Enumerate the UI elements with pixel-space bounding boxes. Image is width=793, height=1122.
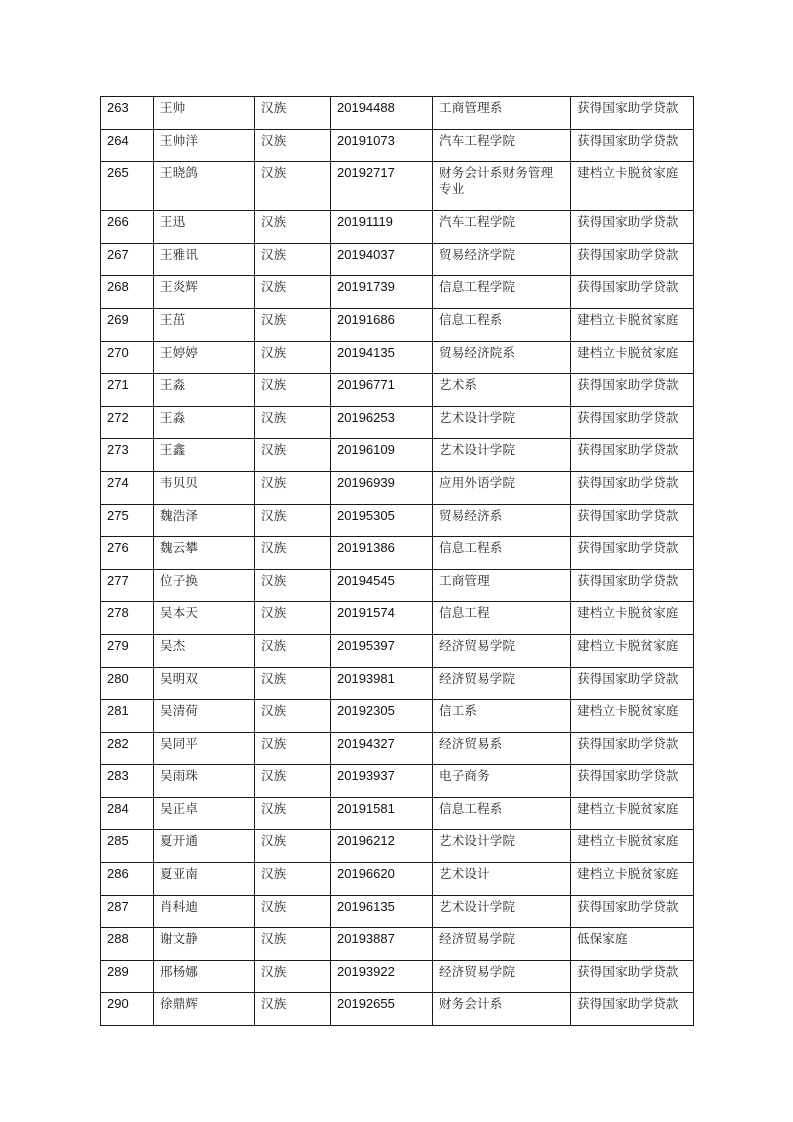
student-name: 王茁: [154, 308, 255, 341]
row-number: 278: [101, 602, 154, 635]
student-id: 20193937: [331, 765, 433, 798]
student-id: 20194327: [331, 732, 433, 765]
table-row: [101, 895, 694, 928]
table-row: [101, 797, 694, 830]
aid-category: 获得国家助学贷款: [571, 960, 694, 993]
table-row: [101, 276, 694, 309]
ethnicity: 汉族: [255, 504, 331, 537]
ethnicity: 汉族: [255, 928, 331, 961]
ethnicity: 汉族: [255, 863, 331, 896]
row-number: 270: [101, 341, 154, 374]
aid-category: 获得国家助学贷款: [571, 732, 694, 765]
row-number: 283: [101, 765, 154, 798]
student-name: 夏亚南: [154, 863, 255, 896]
aid-category: 建档立卡脱贫家庭: [571, 830, 694, 863]
aid-category: 低保家庭: [571, 928, 694, 961]
aid-category: 建档立卡脱贫家庭: [571, 863, 694, 896]
table-row: [101, 471, 694, 504]
row-number: 290: [101, 993, 154, 1026]
table-row: [101, 129, 694, 162]
student-id: 20196771: [331, 374, 433, 407]
row-number: 269: [101, 308, 154, 341]
ethnicity: 汉族: [255, 243, 331, 276]
ethnicity: 汉族: [255, 797, 331, 830]
ethnicity: 汉族: [255, 537, 331, 570]
student-name: 韦贝贝: [154, 471, 255, 504]
department: 信息工程学院: [433, 276, 571, 309]
ethnicity: 汉族: [255, 993, 331, 1026]
table-row: [101, 634, 694, 667]
department: 经济贸易学院: [433, 634, 571, 667]
table-row: [101, 162, 694, 211]
student-name: 吴雨珠: [154, 765, 255, 798]
aid-category: 获得国家助学贷款: [571, 374, 694, 407]
row-number: 277: [101, 569, 154, 602]
student-id: 20194037: [331, 243, 433, 276]
row-number: 271: [101, 374, 154, 407]
student-name: 吴清荷: [154, 700, 255, 733]
aid-category: 建档立卡脱贫家庭: [571, 700, 694, 733]
ethnicity: 汉族: [255, 895, 331, 928]
aid-category: 获得国家助学贷款: [571, 993, 694, 1026]
table-row: [101, 243, 694, 276]
student-id: 20196135: [331, 895, 433, 928]
aid-category: 获得国家助学贷款: [571, 97, 694, 130]
student-id: 20193981: [331, 667, 433, 700]
student-name: 王雅讯: [154, 243, 255, 276]
student-id: 20194135: [331, 341, 433, 374]
student-roster-table: [100, 96, 694, 1026]
table-row: [101, 504, 694, 537]
table-row: [101, 830, 694, 863]
student-id: 20191386: [331, 537, 433, 570]
row-number: 268: [101, 276, 154, 309]
student-id: 20196109: [331, 439, 433, 472]
ethnicity: 汉族: [255, 341, 331, 374]
department: 贸易经济院系: [433, 341, 571, 374]
table-row: [101, 960, 694, 993]
roster-body: [101, 97, 694, 1026]
department: 财务会计系: [433, 993, 571, 1026]
student-id: 20195397: [331, 634, 433, 667]
student-id: 20195305: [331, 504, 433, 537]
student-id: 20196212: [331, 830, 433, 863]
student-id: 20194488: [331, 97, 433, 130]
ethnicity: 汉族: [255, 602, 331, 635]
ethnicity: 汉族: [255, 700, 331, 733]
student-name: 王迅: [154, 211, 255, 244]
student-name: 王帅: [154, 97, 255, 130]
student-name: 王淼: [154, 374, 255, 407]
department: 汽车工程学院: [433, 129, 571, 162]
student-id: 20192655: [331, 993, 433, 1026]
row-number: 288: [101, 928, 154, 961]
row-number: 286: [101, 863, 154, 896]
ethnicity: 汉族: [255, 634, 331, 667]
student-name: 魏云攀: [154, 537, 255, 570]
department: 信工系: [433, 700, 571, 733]
aid-category: 获得国家助学贷款: [571, 129, 694, 162]
aid-category: 获得国家助学贷款: [571, 667, 694, 700]
student-name: 王婷婷: [154, 341, 255, 374]
table-row: [101, 569, 694, 602]
student-name: 王帅洋: [154, 129, 255, 162]
department: 艺术设计学院: [433, 439, 571, 472]
aid-category: 建档立卡脱贫家庭: [571, 634, 694, 667]
ethnicity: 汉族: [255, 406, 331, 439]
table-row: [101, 211, 694, 244]
ethnicity: 汉族: [255, 569, 331, 602]
aid-category: 获得国家助学贷款: [571, 504, 694, 537]
student-id: 20192717: [331, 162, 433, 211]
row-number: 282: [101, 732, 154, 765]
table-row: [101, 700, 694, 733]
aid-category: 建档立卡脱贫家庭: [571, 308, 694, 341]
ethnicity: 汉族: [255, 374, 331, 407]
student-id: 20191073: [331, 129, 433, 162]
table-row: [101, 97, 694, 130]
department: 贸易经济系: [433, 504, 571, 537]
department: 汽车工程学院: [433, 211, 571, 244]
row-number: 266: [101, 211, 154, 244]
department: 信息工程系: [433, 308, 571, 341]
ethnicity: 汉族: [255, 439, 331, 472]
row-number: 281: [101, 700, 154, 733]
department: 财务会计系财务管理专业: [433, 162, 571, 211]
department: 经济贸易学院: [433, 667, 571, 700]
student-id: 20192305: [331, 700, 433, 733]
department: 经济贸易系: [433, 732, 571, 765]
table-row: [101, 863, 694, 896]
table-row: [101, 439, 694, 472]
student-id: 20196253: [331, 406, 433, 439]
student-name: 王淼: [154, 406, 255, 439]
row-number: 284: [101, 797, 154, 830]
aid-category: 获得国家助学贷款: [571, 569, 694, 602]
department: 艺术设计学院: [433, 895, 571, 928]
student-name: 王晓鸽: [154, 162, 255, 211]
ethnicity: 汉族: [255, 308, 331, 341]
aid-category: 获得国家助学贷款: [571, 537, 694, 570]
ethnicity: 汉族: [255, 830, 331, 863]
table-row: [101, 406, 694, 439]
ethnicity: 汉族: [255, 211, 331, 244]
table-row: [101, 993, 694, 1026]
ethnicity: 汉族: [255, 765, 331, 798]
table-row: [101, 537, 694, 570]
department: 艺术设计学院: [433, 830, 571, 863]
row-number: 275: [101, 504, 154, 537]
student-id: 20194545: [331, 569, 433, 602]
row-number: 276: [101, 537, 154, 570]
row-number: 274: [101, 471, 154, 504]
student-name: 吴本天: [154, 602, 255, 635]
row-number: 265: [101, 162, 154, 211]
row-number: 279: [101, 634, 154, 667]
department: 工商管理: [433, 569, 571, 602]
aid-category: 获得国家助学贷款: [571, 471, 694, 504]
student-id: 20196620: [331, 863, 433, 896]
department: 贸易经济学院: [433, 243, 571, 276]
table-row: [101, 928, 694, 961]
student-name: 王炎辉: [154, 276, 255, 309]
row-number: 264: [101, 129, 154, 162]
row-number: 285: [101, 830, 154, 863]
student-name: 王鑫: [154, 439, 255, 472]
student-name: 徐鼎辉: [154, 993, 255, 1026]
table-row: [101, 341, 694, 374]
aid-category: 建档立卡脱贫家庭: [571, 602, 694, 635]
department: 信息工程系: [433, 797, 571, 830]
student-name: 魏浩泽: [154, 504, 255, 537]
department: 信息工程: [433, 602, 571, 635]
table-row: [101, 732, 694, 765]
student-name: 位子换: [154, 569, 255, 602]
ethnicity: 汉族: [255, 667, 331, 700]
aid-category: 获得国家助学贷款: [571, 406, 694, 439]
table-row: [101, 667, 694, 700]
row-number: 287: [101, 895, 154, 928]
table-row: [101, 765, 694, 798]
aid-category: 建档立卡脱贫家庭: [571, 162, 694, 211]
student-id: 20196939: [331, 471, 433, 504]
department: 应用外语学院: [433, 471, 571, 504]
table-row: [101, 374, 694, 407]
department: 电子商务: [433, 765, 571, 798]
student-id: 20193887: [331, 928, 433, 961]
student-name: 吴杰: [154, 634, 255, 667]
department: 工商管理系: [433, 97, 571, 130]
ethnicity: 汉族: [255, 471, 331, 504]
aid-category: 获得国家助学贷款: [571, 211, 694, 244]
ethnicity: 汉族: [255, 129, 331, 162]
ethnicity: 汉族: [255, 732, 331, 765]
aid-category: 获得国家助学贷款: [571, 765, 694, 798]
student-id: 20191119: [331, 211, 433, 244]
department: 艺术设计: [433, 863, 571, 896]
aid-category: 获得国家助学贷款: [571, 895, 694, 928]
aid-category: 建档立卡脱贫家庭: [571, 341, 694, 374]
ethnicity: 汉族: [255, 162, 331, 211]
aid-category: 获得国家助学贷款: [571, 439, 694, 472]
table-row: [101, 308, 694, 341]
aid-category: 获得国家助学贷款: [571, 243, 694, 276]
student-id: 20191581: [331, 797, 433, 830]
student-name: 吴明双: [154, 667, 255, 700]
student-id: 20191739: [331, 276, 433, 309]
student-name: 吴同平: [154, 732, 255, 765]
department: 经济贸易学院: [433, 960, 571, 993]
department: 艺术设计学院: [433, 406, 571, 439]
ethnicity: 汉族: [255, 97, 331, 130]
student-id: 20191574: [331, 602, 433, 635]
student-id: 20193922: [331, 960, 433, 993]
row-number: 289: [101, 960, 154, 993]
student-name: 谢文静: [154, 928, 255, 961]
student-name: 肖科迪: [154, 895, 255, 928]
department: 艺术系: [433, 374, 571, 407]
ethnicity: 汉族: [255, 960, 331, 993]
department: 经济贸易学院: [433, 928, 571, 961]
student-name: 吴正卓: [154, 797, 255, 830]
student-name: 邢杨娜: [154, 960, 255, 993]
row-number: 273: [101, 439, 154, 472]
row-number: 263: [101, 97, 154, 130]
aid-category: 获得国家助学贷款: [571, 276, 694, 309]
student-id: 20191686: [331, 308, 433, 341]
student-name: 夏开通: [154, 830, 255, 863]
table-row: [101, 602, 694, 635]
department: 信息工程系: [433, 537, 571, 570]
row-number: 267: [101, 243, 154, 276]
ethnicity: 汉族: [255, 276, 331, 309]
row-number: 272: [101, 406, 154, 439]
row-number: 280: [101, 667, 154, 700]
aid-category: 建档立卡脱贫家庭: [571, 797, 694, 830]
